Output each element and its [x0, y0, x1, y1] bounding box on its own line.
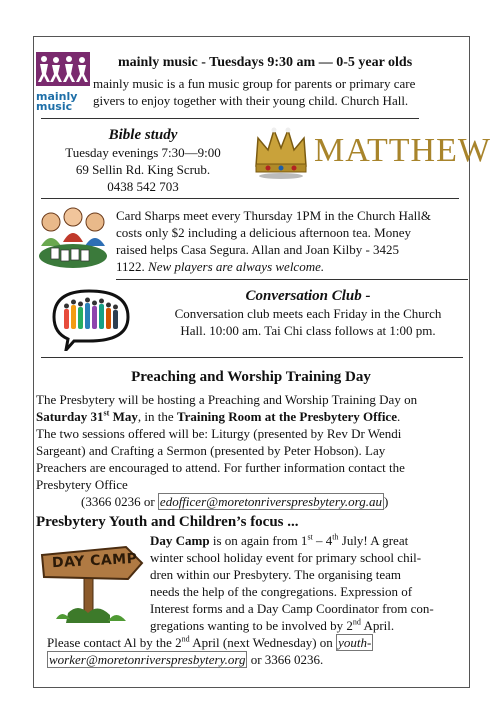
card-sharps-phone-end: 1122.: [116, 259, 145, 274]
presbytery-email-link[interactable]: edofficer@moretonriverspresbytery.org.au: [159, 494, 383, 509]
youth-line2: winter school holiday event for primary school chil-: [150, 550, 422, 565]
card-sharps-line2: costs only $2 including a delicious afternoon tea. Money: [116, 225, 411, 240]
preaching-line3: The two sessions offered will be: Liturgy (presented by Rev Dr Wendi: [36, 426, 402, 441]
youth-contact-line2: worker@moretonriverspresbytery.org or 3366 0236.: [49, 652, 324, 667]
preaching-line6: Presbytery Office: [36, 477, 128, 492]
day-camp-sign-icon: [38, 533, 144, 625]
divider: [41, 357, 463, 358]
youth-heading: Presbytery Youth and Children’s focus ...: [36, 514, 299, 530]
youth-worker-email-link-part1[interactable]: youth-: [338, 635, 372, 650]
conversation-club-line2: Hall. 10:00 am. Tai Chi class follows at 1:00 pm.: [180, 323, 436, 338]
youth-line5: Interest forms and a Day Camp Coordinator from con-: [150, 601, 434, 616]
youth-line1: Day Camp is on again from 1st – 4th July! A great: [150, 532, 409, 548]
crown-icon: [252, 124, 310, 180]
card-sharps-welcome: New players are always welcome.: [148, 259, 325, 274]
card-players-icon: [37, 206, 109, 270]
mainly-music-heading: mainly music - Tuesdays 9:30 am — 0-5 year olds: [118, 55, 413, 70]
matthew-banner-text: MATTHEW: [314, 132, 491, 169]
card-players-illustration: [37, 206, 109, 270]
youth-line4: needs the help of the congregations. Expression of: [150, 584, 413, 599]
conversation-illustration: [44, 287, 134, 351]
preaching-date: Saturday 31st May: [36, 408, 138, 424]
youth-line6: gregations wanting to be involved by 2nd April.: [150, 617, 395, 633]
mainly-music-logo: [36, 52, 90, 113]
speech-bubble-people-icon: [44, 287, 134, 351]
conversation-club-title: Conversation Club -: [245, 288, 371, 304]
youth-worker-email-link-part2[interactable]: worker@moretonriverspresbytery.org: [49, 652, 246, 667]
card-sharps-line1: Card Sharps meet every Thursday 1PM in the Church Hall&: [116, 208, 431, 223]
dancing-children-icon: [36, 52, 90, 86]
preaching-line4: Sargeant) and Crafting a Sermon (presented by Peter Hobson). Lay: [36, 443, 386, 458]
bible-study-phone: 0438 542 703: [107, 179, 179, 194]
preaching-line5: Preachers are encouraged to attend. For further information contact the: [36, 460, 405, 475]
divider: [41, 118, 419, 119]
day-camp-sign-text: DAY CAMP: [51, 550, 138, 572]
preaching-heading: Preaching and Worship Training Day: [131, 369, 371, 385]
youth-contact-line1: Please contact Al by the 2nd April (next Wednesday) on youth-: [47, 634, 372, 650]
mainly-music-logo-text: mainly music: [36, 90, 78, 113]
day-camp-sign: [38, 533, 144, 625]
bible-study-address: 69 Sellin Rd. King Scrub.: [75, 162, 211, 177]
preaching-line2: Saturday 31st May, in the Training Room at the Presbytery Office.: [36, 408, 401, 424]
card-sharps-line4: [116, 259, 324, 276]
day-camp-label: Day Camp: [150, 533, 210, 548]
divider: [41, 198, 459, 199]
preaching-contact: (3366 0236 or edofficer@moretonriverspresbytery.org.au ): [81, 494, 389, 509]
mainly-music-line1: mainly music is a fun music group for parents or primary care: [93, 76, 416, 91]
bible-study-title: Bible study: [108, 127, 178, 143]
mainly-music-line2: givers to enjoy together with their young child. Church Hall.: [93, 93, 409, 108]
preaching-venue: Training Room at the Presbytery Office: [176, 409, 397, 424]
divider: [116, 279, 468, 280]
bible-study-time: Tuesday evenings 7:30—9:00: [65, 145, 221, 160]
preaching-line1: The Presbytery will be hosting a Preaching and Worship Training Day on: [36, 392, 418, 407]
matthew-banner: [252, 124, 491, 182]
conversation-club-line1: Conversation club meets each Friday in the Church: [174, 306, 442, 321]
youth-line3: dren within our Presbytery. The organising team: [150, 567, 402, 582]
card-sharps-line3: raised helps Casa Segura. Allan and Joan Kilby - 3425: [116, 242, 400, 257]
